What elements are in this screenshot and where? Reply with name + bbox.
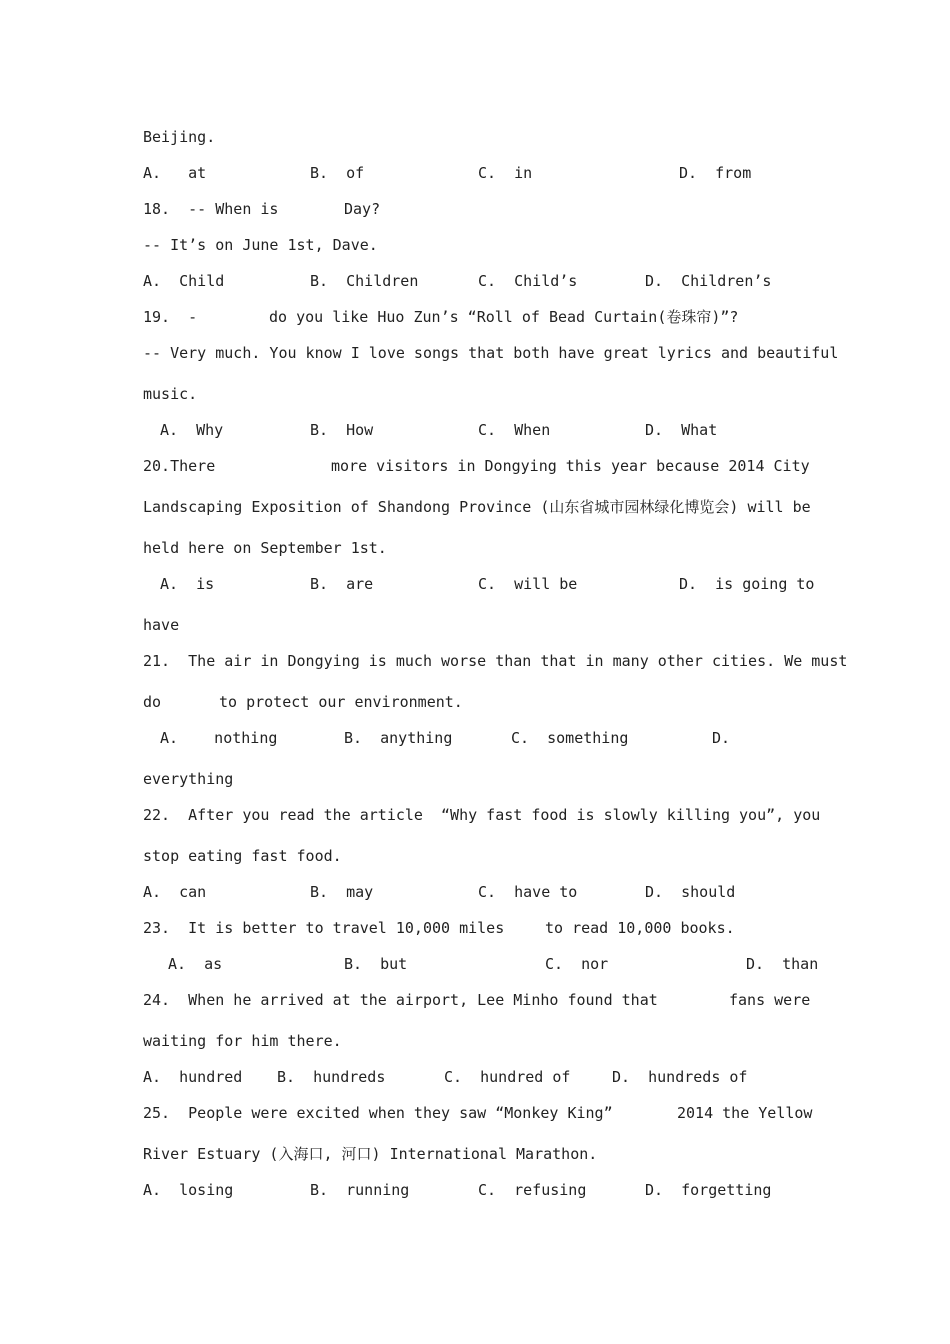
option-c: C. nor	[545, 955, 609, 973]
question-25-stem-after-blank: 2014 the Yellow	[677, 1104, 813, 1122]
option-b: B. may	[310, 883, 374, 901]
question-24-stem: 24. When he arrived at the airport, Lee Minho found that	[143, 991, 658, 1009]
option-d-cont: everything	[143, 770, 234, 788]
option-b: B. running	[310, 1181, 410, 1199]
option-b: B. are	[310, 575, 374, 593]
question-19-number: 19. -	[143, 308, 198, 326]
question-23-stem: 23. It is better to travel 10,000 miles	[143, 919, 505, 937]
question-21-stem-end: to protect our environment.	[219, 693, 463, 711]
option-d-cont: have	[143, 616, 180, 634]
option-d: D.	[712, 729, 731, 747]
option-c: C. hundred of	[444, 1068, 571, 1086]
option-d: D. hundreds of	[612, 1068, 748, 1086]
option-c: C. will be	[478, 575, 578, 593]
option-d: D. is going to	[679, 575, 815, 593]
question-18-reply: -- It’s on June 1st, Dave.	[143, 236, 378, 254]
option-a: A. Child	[143, 272, 225, 290]
option-c: C. When	[478, 421, 551, 439]
option-c: C. Child’s	[478, 272, 578, 290]
option-c: C. have to	[478, 883, 578, 901]
question-25-stem: 25. People were excited when they saw “Monkey King”	[143, 1104, 613, 1122]
option-b: B. anything	[344, 729, 453, 747]
question-22-stem: 22. After you read the article “Why fast food is slowly killing you”, you	[143, 806, 821, 824]
option-a: A. hundred	[143, 1068, 243, 1086]
question-24-stem-after-blank: fans were	[729, 991, 811, 1009]
option-c: C. something	[511, 729, 629, 747]
question-20-number: 20.There	[143, 457, 216, 475]
question-22-stem-end: stop eating fast food.	[143, 847, 342, 865]
option-a: A. is	[160, 575, 215, 593]
question-20-stem: more visitors in Dongying this year because 2014 City	[331, 457, 810, 475]
option-d: D. from	[679, 164, 752, 182]
question-25-stem-end: River Estuary (入海口, 河口) International Marathon.	[143, 1145, 598, 1163]
question-20-stem-end: held here on September 1st.	[143, 539, 387, 557]
question-18-stem-end: Day?	[344, 200, 381, 218]
option-a: A. losing	[143, 1181, 234, 1199]
option-d: D. Children’s	[645, 272, 772, 290]
question-24-stem-end: waiting for him there.	[143, 1032, 342, 1050]
option-c: C. refusing	[478, 1181, 587, 1199]
question-21-stem-cont: do	[143, 693, 162, 711]
question-18-stem: 18. -- When is	[143, 200, 279, 218]
option-b: B. How	[310, 421, 374, 439]
option-c: C. in	[478, 164, 533, 182]
question-19-reply: -- Very much. You know I love songs that both have great lyrics and beautiful	[143, 344, 839, 362]
option-a: A. as	[168, 955, 223, 973]
option-a: A. at	[143, 164, 207, 182]
option-d: D. should	[645, 883, 736, 901]
option-b: B. hundreds	[277, 1068, 386, 1086]
question-21-stem: 21. The air in Dongying is much worse than that in many other cities. We must	[143, 652, 848, 670]
question-19-reply-cont: music.	[143, 385, 198, 403]
text-line: Beijing.	[143, 128, 216, 146]
option-b: B. but	[344, 955, 408, 973]
option-a: A. can	[143, 883, 207, 901]
question-19-stem: do you like Huo Zun’s “Roll of Bead Curtain(卷珠帘)”?	[269, 308, 739, 326]
question-23-stem-end: to read 10,000 books.	[545, 919, 735, 937]
option-b: B. Children	[310, 272, 419, 290]
option-d: D. forgetting	[645, 1181, 772, 1199]
question-20-stem-cont: Landscaping Exposition of Shandong Province (山东省城市园林绿化博览会) will be	[143, 498, 811, 516]
option-d: D. than	[746, 955, 819, 973]
option-d: D. What	[645, 421, 718, 439]
option-b: B. of	[310, 164, 365, 182]
option-a: A. nothing	[160, 729, 278, 747]
option-a: A. Why	[160, 421, 224, 439]
